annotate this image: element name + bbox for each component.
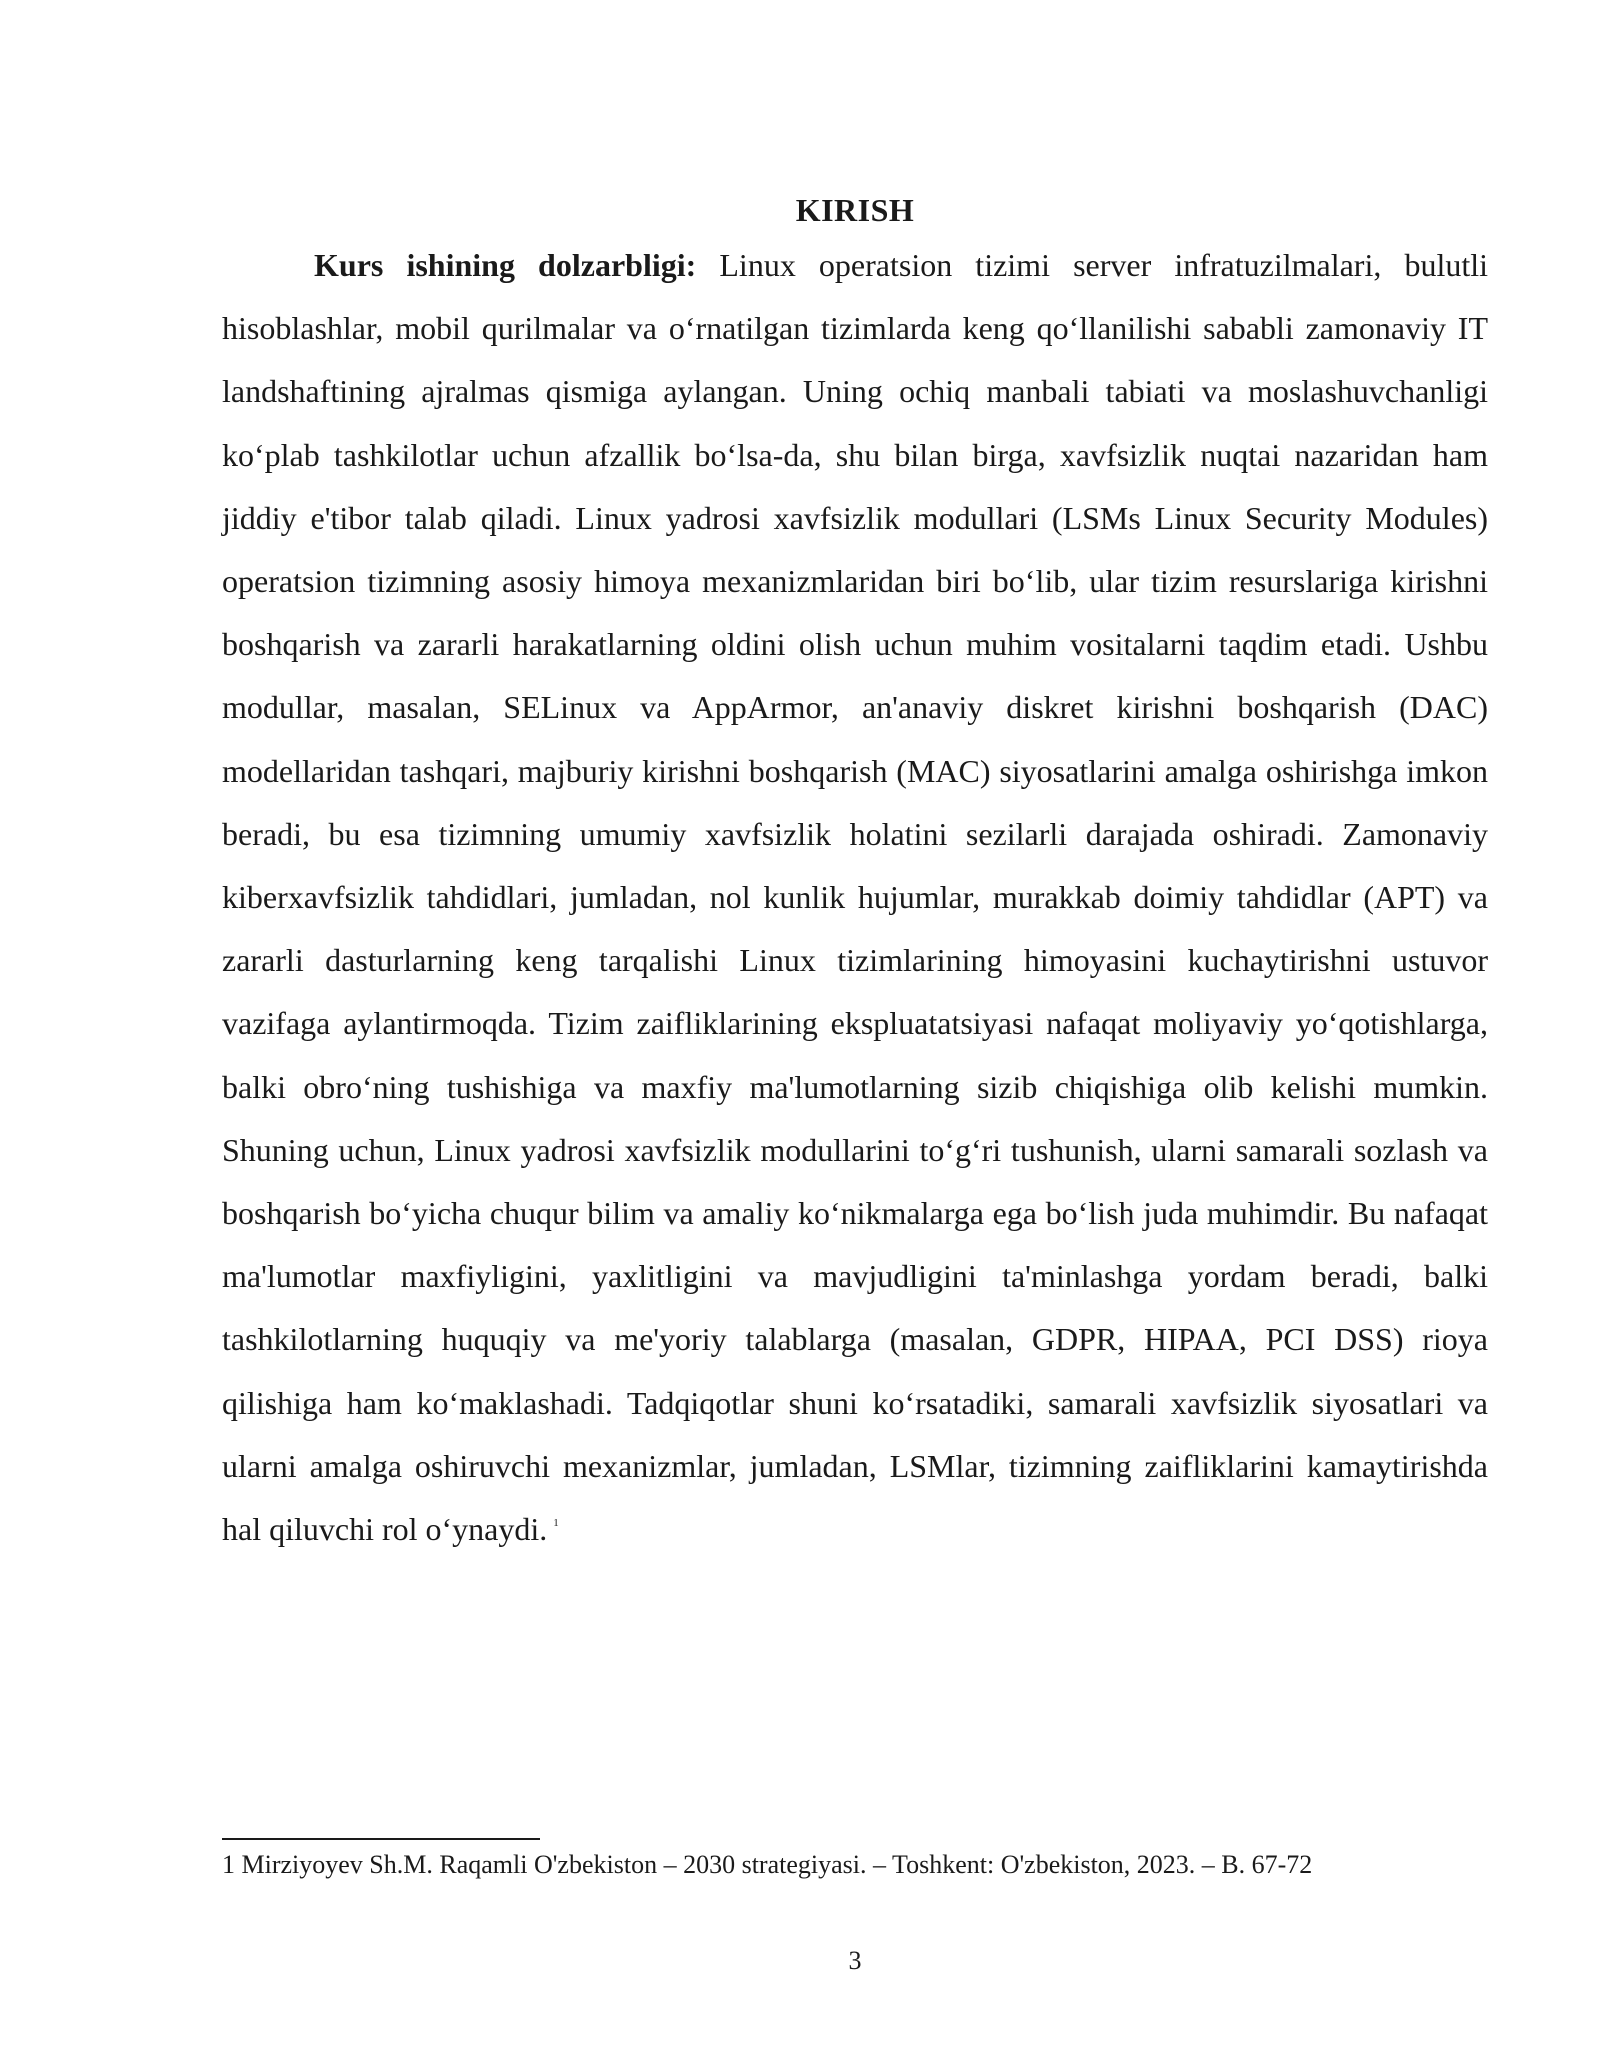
footnote: 1 Mirziyoyev Sh.M. Raqamli O'zbekiston – 2030 strategiyasi. – Toshkent: O'zbekiston, 2023. – B. 67-72 bbox=[222, 1850, 1313, 1879]
paragraph bbox=[222, 234, 1488, 1561]
body-text bbox=[222, 234, 1488, 1561]
lead-label: Kurs ishining dolzarbligi: bbox=[314, 247, 697, 283]
footnote-reference[interactable]: 1 bbox=[553, 1517, 559, 1530]
footnote-divider bbox=[222, 1838, 540, 1840]
section-heading bbox=[0, 190, 1600, 230]
paragraph-text: Linux operatsion tizimi server infratuzilmalari, bulutli hisoblashlar, mobil qurilmalar va o‘rnatilgan tizimlarda keng qo‘llanilishi sababli zamonaviy IT landshaftining ajralmas qismiga aylangan. Uning ochiq manbali tabiati va moslashuvchanligi ko‘plab tashkilotlar uchun afzallik bo‘lsa-da, shu bilan birga, xavfsizlik nuqtai nazaridan ham jiddiy e'tibor talab qiladi. Linux yadrosi xavfsizlik modullari (LSMs Linux Security Modules) operatsion tizimning asosiy himoya mexanizmlaridan biri bo‘lib, ular tizim resurslariga kirishni boshqarish va zararli harakatlarning oldini olish uchun muhim vositalarni taqdim etadi. Ushbu modullar, masalan, SELinux va AppArmor, an'anaviy diskret kirishni boshqarish (DAC) modellaridan tashqari, majburiy kirishni boshqarish (MAC) siyosatlarini amalga oshirishga imkon beradi, bu esa tizimning umumiy xavfsizlik holatini sezilarli darajada oshiradi. Zamonaviy kiberxavfsizlik tahdidlari, jumladan, nol kunlik hujumlar, murakkab doimiy tahdidlar (APT) va zararli dasturlarning keng tarqalishi Linux tizimlarining himoyasini kuchaytirishni ustuvor vazifaga aylantirmoqda. Tizim zaifliklarining ekspluatatsiyasi nafaqat moliyaviy yo‘qotishlarga, balki obro‘ning tushishiga va maxfiy ma'lumotlarning sizib chiqishiga olib kelishi mumkin. Shuning uchun, Linux yadrosi xavfsizlik modullarini to‘g‘ri tushunish, ularni samarali sozlash va boshqarish bo‘yicha chuqur bilim va amaliy ko‘nikmalarga ega bo‘lish juda muhimdir. Bu nafaqat ma'lumotlar maxfiyligini, yaxlitligini va mavjudligini ta'minlashga yordam beradi, balki tashkilotlarning huquqiy va me'yoriy talablarga (masalan, GDPR, HIPAA, PCI DSS) rioya qilishiga ham ko‘maklashadi. Tadqiqotlar shuni ko‘rsatadiki, samarali xavfsizlik siyosatlari va ularni amalga oshiruvchi mexanizmlar, jumladan, LSMlar, tizimning zaifliklarini kamaytirishda hal qiluvchi rol o‘ynaydi. bbox=[222, 247, 1489, 1548]
page-number: 3 bbox=[848, 1946, 862, 1975]
heading-text: KIRISH bbox=[795, 192, 915, 228]
